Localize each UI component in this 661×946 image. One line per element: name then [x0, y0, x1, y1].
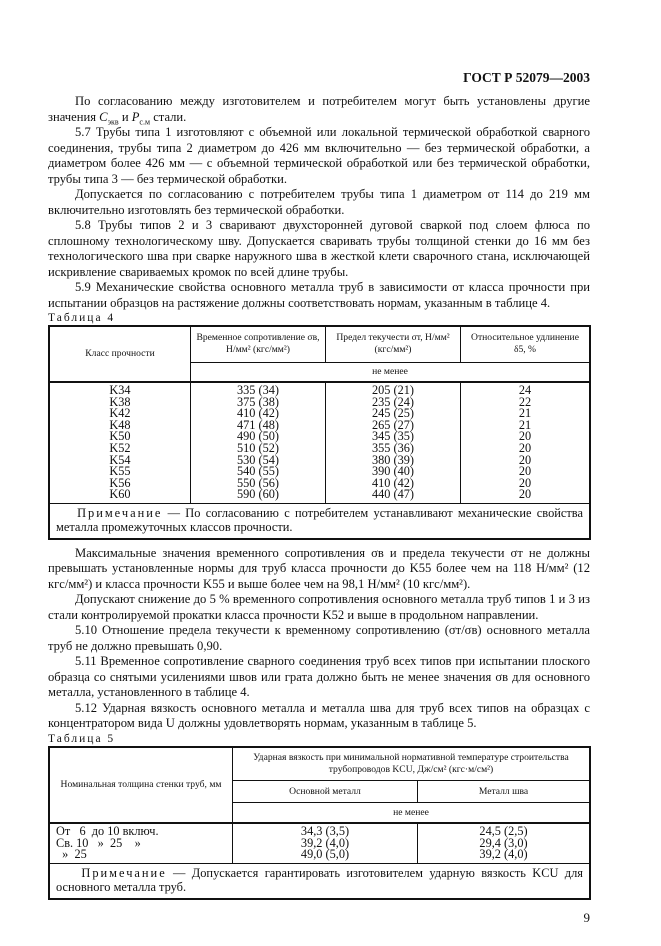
header-yield: Предел текучести σт, Н/мм² (кгс/мм²) — [326, 326, 461, 362]
header-tensile: Временное сопротивление σв, Н/мм² (кгс/мм²) — [191, 326, 326, 362]
header-thickness: Номинальная толщина стенки труб, мм — [49, 747, 233, 823]
text: стали. — [150, 109, 187, 124]
header-min: не менее — [233, 803, 591, 823]
note-label: Примечание — [81, 865, 167, 880]
paragraph: Допускают снижение до 5 % временного сопротивления основного металла труб типов 1 и 3 из стали контролируемой прокатки класса прочности K52 и выше в продольном направлении. — [48, 592, 590, 622]
page-number: 9 — [583, 909, 590, 925]
table5-note — [49, 863, 590, 899]
note-text: — По согласованию с потребителем устанавливают механические свойства металла промежуточных классов прочности. — [56, 505, 583, 535]
cell-tensile: 335 (34) 375 (38) 410 (42) 471 (48) 490 (50) 510 (52) 530 (54) 540 (55) 550 (56) 590 (60) — [191, 382, 326, 503]
paragraph-5-12: 5.12 Ударная вязкость основного металла и металла шва для труб всех типов на образцах с концентратором вида U должны удовлетворять нормам, указанным в таблице 5. — [48, 700, 590, 731]
paragraph-5-7: 5.7 Трубы типа 1 изготовляют с объемной или локальной термической обработкой сварного соединения, трубы типа 2 диаметром до 426 мм включительно — без термической обработки, а диаметром более 426 мм — с объемной термической обработкой или без термической обработки, трубы типа 3 — без термической обработки. — [48, 125, 590, 186]
cell-thickness: От 6 до 10 включ. Св. 10 » 25 » » 25 — [49, 823, 233, 863]
header-elongation: Относительное удлинение δ5, % — [461, 326, 591, 362]
text-block-top — [48, 94, 590, 540]
cell-weld-metal: 24,5 (2,5) 29,4 (3,0) 39,2 (4,0) — [418, 823, 591, 863]
table-4 — [48, 325, 591, 540]
text: и — [118, 109, 132, 124]
note-label: Примечание — [77, 505, 163, 520]
header-class: Класс прочности — [49, 326, 191, 382]
text: По согласованию между изготовителем и потребителем могут быть установлены другие значения — [48, 94, 590, 124]
paragraph-5-10: 5.10 Отношение предела текучести к временному сопротивлению (σт/σв) основного металла труб не должно превышать 0,90. — [48, 623, 590, 653]
document-header: ГОСТ Р 52079—2003 — [463, 70, 590, 85]
paragraph-5-8: 5.8 Трубы типов 2 и 3 сваривают двухсторонней дуговой сваркой под слоем флюса по сплошному технологическому шву. Допускается сваривать трубы толщиной стенки до 16 мм без технологического шва при сварке наружного шва в жесткой клети сварочного стана, исключающей искривление свариваемых кромок по всей длине трубы. — [48, 218, 590, 279]
header-impact: Ударная вязкость при минимальной нормативной температуре строительства трубопроводов KCU, Дж/см² (кгс·м/см²) — [233, 747, 591, 781]
header-min: не менее — [191, 362, 591, 382]
symbol: P — [131, 109, 140, 124]
table4-note — [49, 503, 590, 539]
table4-caption: Таблица 4 — [48, 312, 116, 324]
note-text: — Допускается гарантировать изготовителем ударную вязкость KCU для основного металла труб. — [56, 865, 583, 895]
cell-yield: 205 (21) 235 (24) 245 (25) 265 (27) 345 (35) 355 (36) 380 (39) 390 (40) 410 (42) 440 (47) — [326, 382, 461, 503]
paragraph-5-9: 5.9 Механические свойства основного металла труб в зависимости от класса прочности при испытании образцов на растяжение должны соответствовать нормам, указанным в таблице 4. — [48, 280, 590, 310]
symbol: C — [99, 109, 108, 124]
cell-elongation: 24 22 21 21 20 20 20 20 20 20 — [461, 382, 591, 503]
subscript: с.м — [139, 117, 151, 127]
text-block-mid — [48, 546, 590, 900]
cell-base-metal: 34,3 (3,5) 39,2 (4,0) 49,0 (5,0) — [233, 823, 418, 863]
header-base-metal: Основной металл — [233, 781, 418, 803]
paragraph — [48, 94, 590, 125]
paragraph: Допускается по согласованию с потребителем трубы типа 1 диаметром от 114 до 219 мм включительно изготовлять без термической обработки. — [48, 187, 590, 217]
paragraph: Максимальные значения временного сопротивления σв и предела текучести σт не должны превышать установленные нормы для труб класса прочности до K55 более чем на 118 Н/мм² (12 кгс/мм²) и класса прочности K55 и выше более чем на 98,1 Н/мм² (10 кгс/мм²). — [48, 545, 590, 591]
subscript: экв — [107, 117, 119, 127]
paragraph-5-11: 5.11 Временное сопротивление сварного соединения труб всех типов при испытании плоского образца со снятыми усилениями швов или грата должно быть не менее значения σв для основного металла, установленного в таблице 4. — [48, 654, 590, 700]
header-weld-metal: Металл шва — [418, 781, 591, 803]
cell-class: K34 K38 K42 K48 K50 K52 K54 K55 K56 K60 — [49, 382, 191, 503]
table5-caption: Таблица 5 — [48, 732, 116, 745]
table-5 — [48, 746, 591, 900]
